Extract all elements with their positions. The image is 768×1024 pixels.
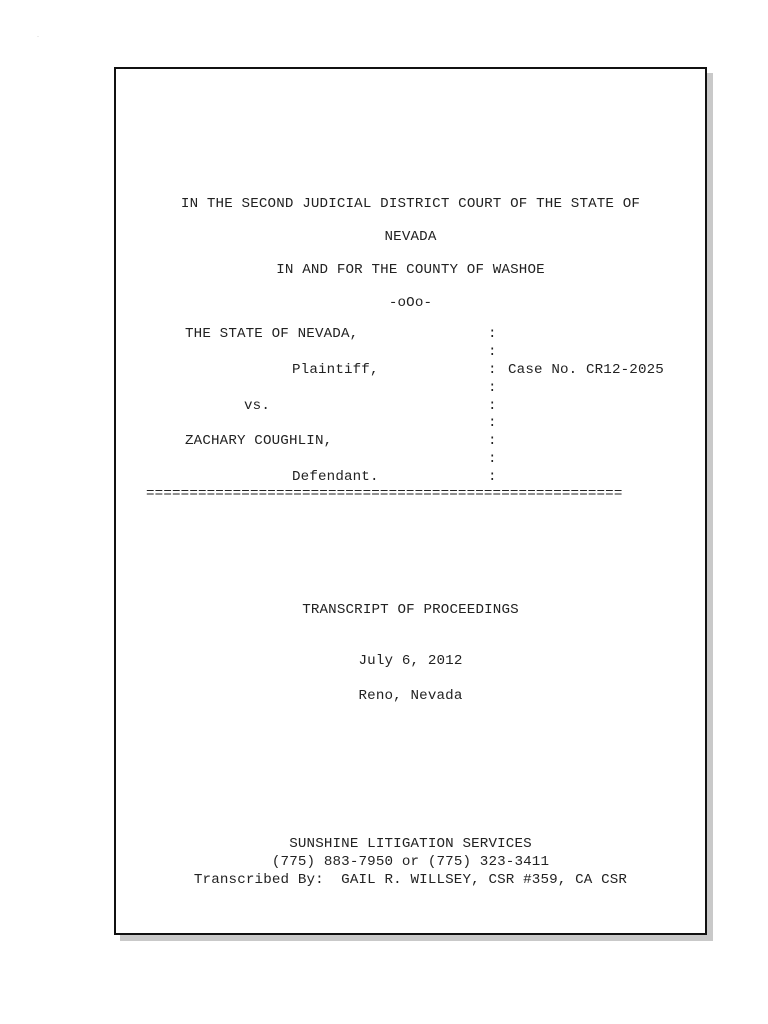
caption-colon: : [488,398,497,414]
proceeding-location: Reno, Nevada [358,688,463,704]
plaintiff-role: Plaintiff, [292,362,379,378]
proceeding-date: July 6, 2012 [358,653,463,669]
caption-colon: : [488,344,497,360]
corner-mark: · [37,34,39,40]
caption-colon: : [488,326,497,342]
caption-colon: : [488,451,497,467]
document-title: TRANSCRIPT OF PROCEEDINGS [302,602,519,618]
defendant-role: Defendant. [292,469,379,485]
defendant-name: ZACHARY COUGHLIN, [185,433,333,449]
plaintiff-name: THE STATE OF NEVADA, [185,326,359,342]
court-title-line-2: NEVADA [384,229,437,245]
caption-colon: : [488,380,497,396]
caption-colon: : [488,433,497,449]
case-number: Case No. CR12-2025 [508,362,664,378]
footer-phones: (775) 883-7950 or (775) 323-3411 [271,854,550,870]
caption-separator: ======================================================= [146,486,623,502]
county-line: IN AND FOR THE COUNTY OF WASHOE [276,262,545,278]
footer-company: SUNSHINE LITIGATION SERVICES [289,836,532,852]
transcript-cover-page [114,67,707,935]
ornament: -oOo- [388,295,433,311]
caption-colon: : [488,362,497,378]
footer-transcriber: Transcribed By: GAIL R. WILLSEY, CSR #359, CA CSR [193,872,628,888]
caption-colon: : [488,415,497,431]
versus: vs. [244,398,270,414]
court-title-line-1: IN THE SECOND JUDICIAL DISTRICT COURT OF THE STATE OF [180,196,641,212]
caption-colon: : [488,469,497,485]
